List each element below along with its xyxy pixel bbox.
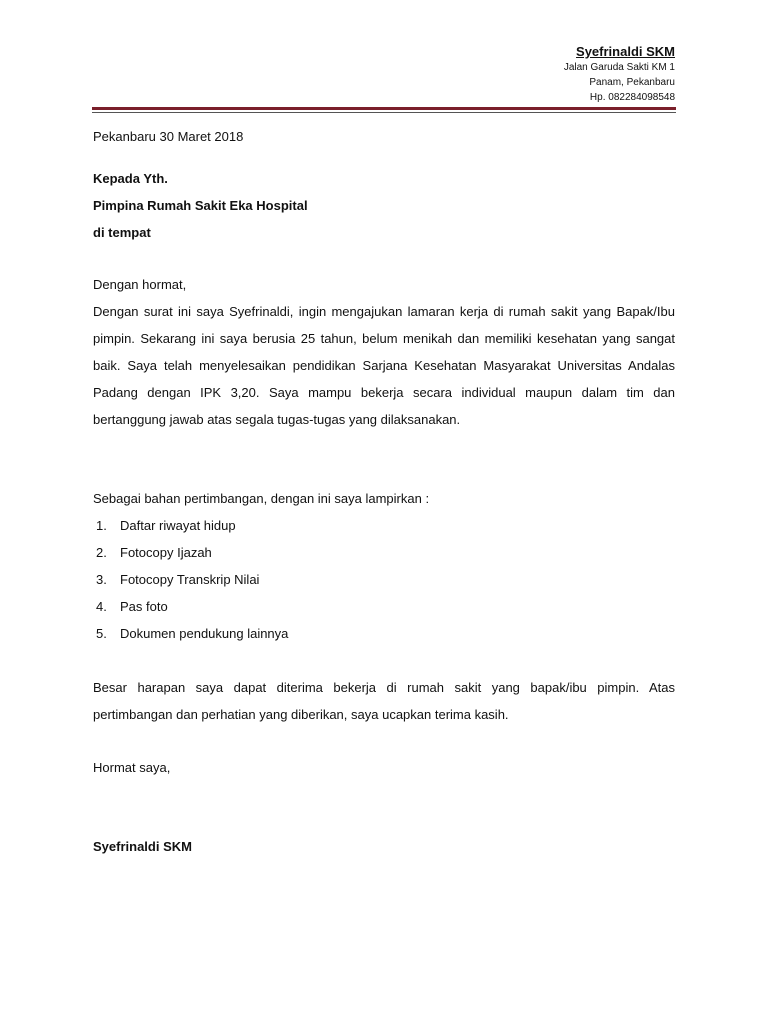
list-item <box>96 593 288 620</box>
list-item <box>96 512 288 539</box>
list-item-text: Fotocopy Ijazah <box>120 545 212 560</box>
recipient-name: Pimpina Rumah Sakit Eka Hospital <box>93 198 308 213</box>
attachments-intro: Sebagai bahan pertimbangan, dengan ini saya lampirkan : <box>93 491 430 506</box>
signature-block <box>93 833 675 860</box>
list-item-text: Fotocopy Transkrip Nilai <box>120 572 260 587</box>
letterhead-divider-thick <box>92 107 676 110</box>
recipient-location: di tempat <box>93 225 151 240</box>
list-item-text: Dokumen pendukung lainnya <box>120 626 289 641</box>
list-item-number: 5. <box>96 626 107 641</box>
sender-address-line-1: Jalan Garuda Sakti KM 1 <box>563 62 675 73</box>
letter-date: Pekanbaru 30 Maret 2018 <box>93 129 244 144</box>
body-block <box>93 271 675 433</box>
recipient-salutation: Kepada Yth. <box>93 171 168 186</box>
list-item <box>96 620 288 647</box>
letter-date-block <box>93 123 675 150</box>
closing-block <box>93 754 675 781</box>
sender-phone: Hp. 082284098548 <box>589 92 675 103</box>
greeting: Dengan hormat, <box>93 277 187 292</box>
letterhead-divider-thin <box>92 112 676 113</box>
closing-paragraph-block <box>93 674 675 728</box>
sender-address-line-2: Panam, Pekanbaru <box>589 77 675 88</box>
list-item-number: 2. <box>96 545 107 560</box>
list-item <box>96 539 288 566</box>
list-item-number: 1. <box>96 518 107 533</box>
list-item-text: Daftar riwayat hidup <box>120 518 236 533</box>
sender-name: Syefrinaldi SKM <box>576 44 675 59</box>
signature-name: Syefrinaldi SKM <box>93 839 192 854</box>
attachments-intro-block <box>93 485 675 512</box>
list-item <box>96 566 288 593</box>
list-item-number: 4. <box>96 599 107 614</box>
attachments-list <box>96 512 288 647</box>
letterhead <box>564 43 675 105</box>
closing-phrase: Hormat saya, <box>93 760 171 775</box>
body-paragraph: Dengan surat ini saya Syefrinaldi, ingin mengajukan lamaran kerja di rumah sakit yang Bapak/Ibu pimpin. Sekarang ini saya berusia 25 tahun, belum menikah dan memiliki kesehatan yang sangat baik. Saya telah menyelesaikan pendidikan Sarjana Kesehatan Masyarakat Universitas Andalas Padang dengan IPK 3,20. Saya mampu bekerja secara individual maupun dalam tim dan bertanggung jawab atas segala tugas-tugas yang dilaksanakan. <box>93 304 675 427</box>
closing-paragraph: Besar harapan saya dapat diterima bekerja di rumah sakit yang bapak/ibu pimpin. Atas pertimbangan dan perhatian yang diberikan, saya ucapkan terima kasih. <box>93 680 675 722</box>
list-item-text: Pas foto <box>120 599 168 614</box>
recipient-block <box>93 165 675 246</box>
list-item-number: 3. <box>96 572 107 587</box>
